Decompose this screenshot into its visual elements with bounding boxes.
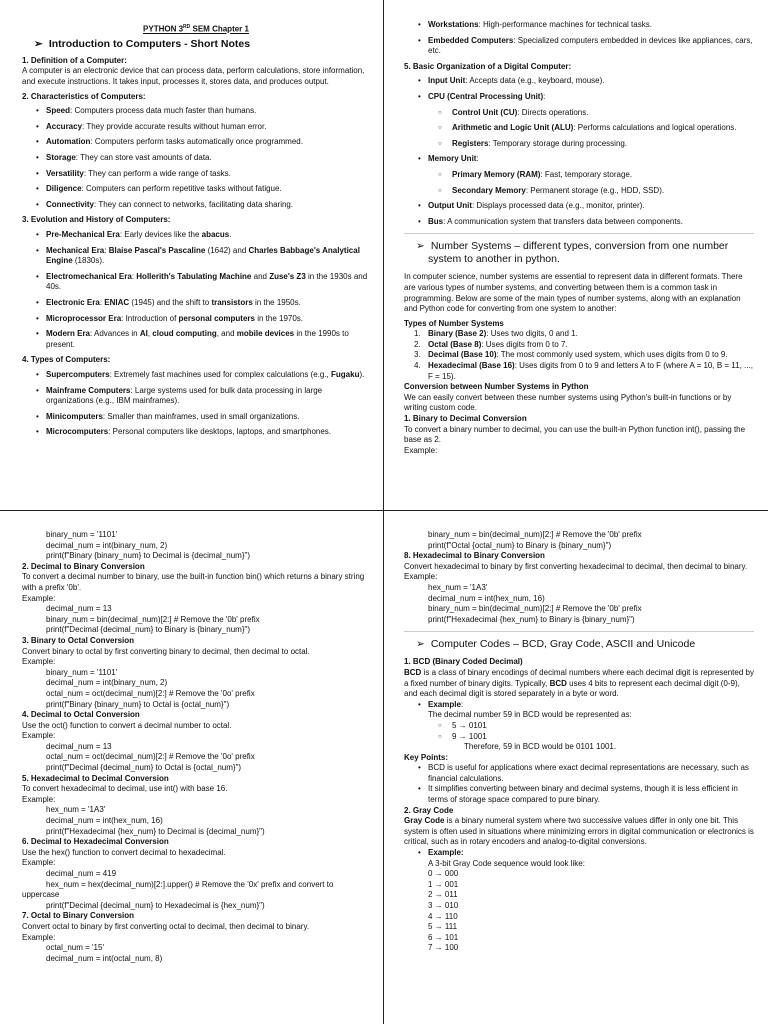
desc: : bbox=[99, 297, 105, 307]
code-line: print(f"Decimal {decimal_num} to Binary is {binary_num}") bbox=[46, 625, 250, 635]
d2o-heading: 4. Decimal to Octal Conversion bbox=[22, 710, 140, 720]
gray-code-line: 4 → 110 bbox=[428, 911, 458, 921]
code-line: binary_num = bin(decimal_num)[2:] # Remove the '0b' prefix bbox=[46, 614, 260, 624]
gray-code-line: 5 → 111 bbox=[428, 922, 458, 932]
code-line: decimal_num = 13 bbox=[46, 741, 112, 751]
list-item bbox=[22, 427, 370, 438]
numbered-item bbox=[404, 350, 754, 361]
desc: : bbox=[131, 271, 137, 281]
term: Minicomputers bbox=[46, 411, 103, 421]
s1-heading: 1. Definition of a Computer: bbox=[22, 55, 127, 65]
term: Mainframe Computers bbox=[46, 385, 131, 395]
code-line: print(f"Hexadecimal {hex_num} to Binary is {binary_num}") bbox=[428, 614, 635, 624]
desc: : Computers process data much faster than humans. bbox=[70, 106, 257, 116]
term: Workstations bbox=[428, 20, 479, 29]
computer-codes-heading bbox=[416, 638, 754, 651]
term: Versatility bbox=[46, 168, 84, 178]
list-item bbox=[22, 370, 370, 381]
conversion-text: We can easily convert between these number systems using Python's built-in functions or by writing custom code. bbox=[404, 392, 732, 413]
h2d-heading: 5. Hexadecimal to Decimal Conversion bbox=[22, 773, 169, 783]
term: CPU (Central Processing Unit) bbox=[428, 91, 544, 101]
code-line: binary_num = '1101' bbox=[46, 530, 118, 539]
list-item bbox=[22, 122, 370, 133]
term: Arithmetic and Logic Unit (ALU) bbox=[452, 123, 574, 133]
term: Decimal (Base 10) bbox=[428, 350, 497, 360]
title-text: PYTHON 3 bbox=[143, 24, 184, 34]
numbered-item bbox=[404, 329, 754, 340]
example-term: Example bbox=[428, 699, 461, 709]
desc-end: in the 1950s. bbox=[252, 297, 301, 307]
bold-term: Charles Babbage's Analytical Engine bbox=[46, 245, 360, 266]
page-title bbox=[22, 22, 370, 35]
code-line: decimal_num = int(binary_num, 2) bbox=[46, 678, 168, 688]
desc: : The most commonly used system, which uses digits from 0 to 9. bbox=[496, 350, 728, 360]
s3-heading: 3. Evolution and History of Computers: bbox=[22, 215, 171, 225]
desc: : They can connect to networks, facilitating data sharing. bbox=[94, 199, 294, 209]
list-item bbox=[404, 20, 754, 31]
desc: : Displays processed data (e.g., monitor, printer). bbox=[471, 201, 645, 211]
panel-bottom-left bbox=[22, 530, 372, 1016]
list-item bbox=[404, 848, 754, 859]
item-number: 1. bbox=[414, 329, 421, 339]
d2h-text: Use the hex() function to convert decimal to hexadecimal. bbox=[22, 847, 226, 857]
number-systems-heading-text: Number Systems – different types, conversion from one number system to another in python. bbox=[428, 240, 729, 266]
title-tail: SEM Chapter 1 bbox=[190, 24, 249, 34]
example-term: Example: bbox=[428, 848, 464, 858]
code-line: decimal_num = 419 bbox=[46, 869, 117, 878]
sub-list-item bbox=[404, 108, 754, 119]
list-item bbox=[404, 217, 754, 228]
term: Microcomputers bbox=[46, 427, 109, 437]
intro-heading-text: Introduction to Computers - Short Notes bbox=[48, 38, 251, 51]
bold-term: ENIAC bbox=[104, 297, 130, 307]
desc-end: ). bbox=[359, 369, 365, 379]
code-line: print(f"Octal {octal_num} to Binary is {binary_num}") bbox=[428, 540, 612, 550]
term: Electronic Era bbox=[46, 297, 100, 307]
bold-term: BCD bbox=[404, 667, 422, 677]
desc: : bbox=[104, 245, 109, 255]
term: Hexadecimal (Base 16) bbox=[428, 361, 515, 371]
section-separator bbox=[404, 631, 754, 632]
numbered-item bbox=[404, 340, 754, 351]
desc: : Introduction of bbox=[121, 313, 179, 323]
d2o-text: Use the oct() function to convert a decimal number to octal. bbox=[22, 720, 232, 730]
code-line: octal_num = oct(decimal_num)[2:] # Remove the '0o' prefix bbox=[46, 752, 255, 762]
code-line: hex_num = '1A3' bbox=[428, 582, 488, 592]
list-item bbox=[22, 329, 370, 350]
gray-heading: 2. Gray Code bbox=[404, 805, 454, 815]
desc: : Advances in bbox=[90, 329, 140, 339]
desc: : They can store vast amounts of data. bbox=[75, 153, 212, 162]
item-number: 4. bbox=[414, 361, 421, 371]
code-line: octal_num = oct(decimal_num)[2:] # Remove the '0o' prefix bbox=[46, 688, 255, 698]
desc: : Early devices like the bbox=[119, 229, 202, 239]
panel-top-right bbox=[404, 20, 754, 505]
list-item bbox=[404, 92, 754, 103]
s1-text: A computer is an electronic device that can process data, perform calculations, store information, and execute instructions. It takes input, processes it, stores data, and produces output. bbox=[22, 66, 365, 87]
list-item bbox=[404, 154, 754, 165]
code-line: binary_num = '1101' bbox=[46, 667, 118, 677]
bcd-result: Therefore, 59 in BCD would be 0101 1001. bbox=[464, 742, 617, 752]
bold-term: AI bbox=[139, 329, 148, 339]
list-item bbox=[22, 412, 370, 423]
list-item bbox=[22, 169, 370, 180]
gray-code-line: 2 → 011 bbox=[428, 890, 458, 900]
bcd-paragraph bbox=[404, 668, 754, 700]
b2d-heading: 1. Binary to Decimal Conversion bbox=[404, 414, 527, 424]
bold-term: abacus bbox=[201, 229, 230, 239]
code-line: hex_num = hex(decimal_num)[2:].upper() # Remove the '0x' prefix and convert to bbox=[46, 879, 334, 889]
list-item bbox=[22, 314, 370, 325]
code-line: decimal_num = int(hex_num, 16) bbox=[46, 816, 163, 826]
desc: : Extremely fast machines used for complex calculations (e.g., bbox=[109, 369, 332, 379]
desc-end: in the 1930s and 40s. bbox=[46, 271, 368, 292]
sub-list-item bbox=[404, 139, 754, 150]
key-points-heading: Key Points: bbox=[404, 752, 449, 762]
code-line: decimal_num = int(binary_num, 2) bbox=[46, 540, 168, 550]
desc: : Smaller than mainframes, used in small organizations. bbox=[102, 411, 300, 421]
o2b-heading: 7. Octal to Binary Conversion bbox=[22, 911, 135, 921]
term: Speed bbox=[46, 106, 71, 116]
desc: : Performs calculations and logical operations. bbox=[573, 123, 737, 133]
term: Registers bbox=[452, 138, 489, 148]
gray-paragraph bbox=[404, 816, 754, 848]
desc: is a binary numeral system where two successive values differ in only one bit. This system is often used in situations where minimizing errors in digital communication or electronics is critical, such as in rotary encoders and analog-to-digital conversions. bbox=[404, 816, 754, 847]
bold-term: Fugaku bbox=[331, 369, 360, 379]
term: Secondary Memory bbox=[452, 185, 526, 195]
desc-end: in the 1990s to present. bbox=[46, 329, 349, 349]
intro-heading bbox=[34, 39, 370, 50]
example-label: Example: bbox=[22, 657, 56, 667]
term: Accuracy bbox=[46, 121, 83, 131]
list-item bbox=[22, 137, 370, 148]
term: Control Unit (CU) bbox=[452, 107, 518, 117]
term: Storage bbox=[46, 153, 76, 162]
list-item bbox=[22, 106, 370, 117]
term: Mechanical Era bbox=[46, 245, 105, 255]
gray-example-text: A 3-bit Gray Code sequence would look like: bbox=[428, 858, 585, 868]
list-item bbox=[22, 246, 370, 267]
number-systems-heading bbox=[416, 240, 754, 266]
list-item bbox=[22, 184, 370, 195]
bcd-heading: 1. BCD (Binary Coded Decimal) bbox=[404, 657, 523, 667]
term: Primary Memory (RAM) bbox=[452, 169, 541, 179]
desc: : Uses digits from 0 to 9 and letters A to F (where A = 10, B = 11, ..., F = 15). bbox=[428, 361, 753, 381]
term: Bus bbox=[428, 216, 444, 226]
vertical-divider bbox=[383, 0, 384, 1024]
sub-list-item bbox=[404, 170, 754, 181]
bold-term: personal computers bbox=[178, 313, 255, 323]
desc: : Accepts data (e.g., keyboard, mouse). bbox=[465, 76, 605, 86]
code-line: print(f"Binary {binary_num} to Octal is {octal_num}") bbox=[46, 699, 230, 709]
bold-term: transistors bbox=[211, 297, 253, 307]
desc: : bbox=[460, 699, 464, 709]
types-heading: Types of Number Systems bbox=[404, 318, 504, 328]
h2b-text: Convert hexadecimal to binary by first converting hexadecimal to decimal, then decimal to binary. bbox=[404, 561, 748, 571]
item-number: 3. bbox=[414, 350, 421, 360]
item-number: 2. bbox=[414, 339, 421, 349]
term: Input Unit bbox=[428, 76, 466, 86]
example-label: Example: bbox=[404, 572, 438, 582]
d2b-heading: 2. Decimal to Binary Conversion bbox=[22, 561, 145, 571]
h2b-heading: 8. Hexadecimal to Binary Conversion bbox=[404, 551, 545, 561]
code-line: binary_num = bin(decimal_num)[2:] # Remove the '0b' prefix bbox=[428, 604, 642, 614]
code-line: decimal_num = 13 bbox=[46, 604, 112, 614]
d2h-heading: 6. Decimal to Hexadecimal Conversion bbox=[22, 837, 169, 847]
term: Memory Unit bbox=[428, 154, 477, 164]
desc-mid: and bbox=[251, 271, 270, 281]
list-item bbox=[22, 298, 370, 309]
desc: : Permanent storage (e.g., HDD, SSD). bbox=[525, 185, 665, 195]
desc-end: . bbox=[229, 229, 232, 239]
bold-term: Hollerith's Tabulating Machine bbox=[136, 271, 252, 281]
arrow-bullet-icon: ➢ bbox=[34, 38, 43, 51]
example-label: Example: bbox=[22, 731, 56, 741]
b2d-text: To convert a binary number to decimal, you can use the built-in Python function int(), passing the base as 2. bbox=[404, 424, 746, 445]
example-label: Example: bbox=[404, 445, 438, 455]
gray-code-line: 0 → 000 bbox=[428, 869, 459, 879]
list-item bbox=[22, 230, 370, 241]
list-item: • BCD is useful for applications where exact decimal representations are necessary, such as financial calculations. bbox=[404, 763, 754, 784]
panel-top-left bbox=[22, 20, 370, 505]
desc: : A communication system that transfers data between components. bbox=[443, 216, 683, 226]
gray-code-line: 1 → 001 bbox=[428, 879, 459, 889]
list-item bbox=[22, 153, 370, 164]
desc: : High-performance machines for technical tasks. bbox=[478, 20, 652, 29]
desc: : bbox=[543, 91, 546, 101]
desc: : Computers can perform repetitive tasks without fatigue. bbox=[81, 184, 282, 194]
sub-list-item bbox=[404, 123, 754, 134]
title-superscript: RD bbox=[183, 24, 191, 30]
desc: : They can perform a wide range of tasks. bbox=[83, 168, 231, 178]
code-line: decimal_num = int(octal_num, 8) bbox=[46, 953, 163, 963]
desc: : bbox=[476, 154, 479, 164]
s5-heading: 5. Basic Organization of a Digital Computer: bbox=[404, 61, 572, 71]
desc: : Uses two digits, 0 and 1. bbox=[486, 329, 578, 339]
term: Binary (Base 2) bbox=[428, 329, 487, 339]
desc: : Computers perform tasks automatically once programmed. bbox=[90, 137, 303, 147]
code-line: binary_num = bin(decimal_num)[2:] # Remove the '0b' prefix bbox=[428, 530, 642, 539]
desc-mid: , and bbox=[216, 329, 237, 339]
desc-mid: , bbox=[147, 329, 153, 339]
d2b-text: To convert a decimal number to binary, use the built-in function bin() which returns a binary string with a prefix '0b'. bbox=[22, 572, 365, 592]
term: Pre-Mechanical Era bbox=[46, 229, 120, 239]
bold-term: mobile devices bbox=[236, 329, 295, 339]
gray-code-line: 3 → 010 bbox=[428, 901, 459, 910]
o2b-text: Convert octal to binary by first converting octal to decimal, then decimal to binary. bbox=[22, 921, 310, 931]
term: Octal (Base 8) bbox=[428, 339, 482, 349]
h2d-text: To convert hexadecimal to decimal, use int() with base 16. bbox=[22, 784, 228, 794]
section-separator bbox=[404, 233, 754, 234]
desc: is a class of binary encodings of decimal numbers where each decimal digit is represented by a fixed number of binary digits. Typically, bbox=[404, 667, 754, 688]
term: Microprocessor Era bbox=[46, 313, 122, 323]
sub-list-item bbox=[404, 186, 754, 197]
desc: : Specialized computers embedded in devices like appliances, cars, etc. bbox=[428, 35, 753, 56]
term: Automation bbox=[46, 137, 91, 147]
desc: : Personal computers like desktops, laptops, and smartphones. bbox=[108, 427, 332, 437]
desc: : Large systems used for bulk data processing in large organizations (e.g., IBM mainframes). bbox=[46, 385, 323, 406]
bold-term: Gray Code bbox=[404, 816, 445, 826]
example-label: Example: bbox=[22, 932, 56, 942]
code-line: octal_num = '15' bbox=[46, 943, 104, 953]
s4-heading: 4. Types of Computers: bbox=[22, 355, 111, 365]
computer-codes-heading-text: Computer Codes – BCD, Gray Code, ASCII and Unicode bbox=[430, 638, 696, 651]
term: Embedded Computers bbox=[428, 35, 514, 45]
example-label: Example: bbox=[22, 858, 56, 868]
example-label: Example: bbox=[22, 794, 56, 804]
desc-end: (1830s). bbox=[72, 256, 105, 266]
code-line: print(f"Decimal {decimal_num} to Hexadecimal is {hex_num}") bbox=[46, 900, 265, 910]
example-label: Example: bbox=[22, 593, 56, 603]
code-line: print(f"Decimal {decimal_num} to Octal is {octal_num}") bbox=[46, 763, 242, 773]
numbered-item bbox=[404, 361, 754, 382]
list-item bbox=[22, 386, 370, 407]
desc: : Fast, temporary storage. bbox=[540, 169, 633, 179]
desc: : They provide accurate results without human error. bbox=[82, 121, 267, 131]
sub-list-item: ○ 5 → 0101 bbox=[404, 721, 754, 732]
arrow-bullet-icon: ➢ bbox=[416, 638, 425, 651]
panel-bottom-right bbox=[404, 530, 754, 1016]
desc: uses 4 bits to represent each decimal digit (0-9), and each decimal digit is stored separately in a byte or word. bbox=[404, 678, 740, 699]
sub-list-item: ○ 9 → 1001 bbox=[404, 732, 754, 743]
desc-end: in the 1970s. bbox=[254, 313, 304, 323]
gray-code-line: 7 → 100 bbox=[428, 943, 459, 953]
list-item bbox=[404, 700, 754, 711]
list-item bbox=[22, 272, 370, 293]
desc-mid: (1642) and bbox=[205, 245, 249, 255]
term: Diligence bbox=[46, 184, 82, 194]
code-line: decimal_num = int(hex_num, 16) bbox=[428, 593, 545, 603]
code-line: hex_num = '1A3' bbox=[46, 805, 106, 815]
bold-term: Blaise Pascal's Pascaline bbox=[108, 245, 206, 255]
list-item bbox=[404, 201, 754, 212]
desc-mid: (1945) and the shift to bbox=[129, 297, 212, 307]
term: Modern Era bbox=[46, 329, 91, 339]
b2o-heading: 3. Binary to Octal Conversion bbox=[22, 635, 135, 645]
term: Output Unit bbox=[428, 201, 472, 211]
term: Connectivity bbox=[46, 199, 95, 209]
b2o-text: Convert binary to octal by first converting binary to decimal, then decimal to octal. bbox=[22, 646, 310, 656]
list-item bbox=[404, 76, 754, 87]
arrow-bullet-icon: ➢ bbox=[416, 240, 425, 253]
term: Supercomputers bbox=[46, 369, 110, 379]
list-item: • It simplifies converting between binary and decimal systems, though it is less efficient in terms of storage space compared to pure binary. bbox=[404, 784, 754, 805]
gray-code-line: 6 → 101 bbox=[428, 932, 459, 942]
code-line-continuation: uppercase bbox=[22, 890, 60, 900]
desc: : Temporary storage during processing. bbox=[488, 138, 628, 148]
bold-term: cloud computing bbox=[152, 329, 217, 339]
code-line: print(f"Binary {binary_num} to Decimal is {decimal_num}") bbox=[46, 551, 250, 561]
conversion-heading: Conversion between Number Systems in Python bbox=[404, 382, 589, 392]
code-line: print(f"Hexadecimal {hex_num} to Decimal is {decimal_num}") bbox=[46, 826, 265, 836]
horizontal-divider bbox=[0, 510, 768, 511]
desc: : Directs operations. bbox=[517, 107, 589, 117]
bold-term: Zuse's Z3 bbox=[269, 271, 306, 281]
ns-intro: In computer science, number systems are essential to represent data in different formats. There are various types of number systems, and converting between them is a common task in programming. Below are some of the main types of number systems, along with an explanation and Python code for converting from one system to another: bbox=[404, 272, 743, 314]
term: Electromechanical Era bbox=[46, 271, 132, 281]
desc: : Uses digits from 0 to 7. bbox=[481, 339, 568, 349]
list-item bbox=[22, 200, 370, 211]
bcd-example-text: The decimal number 59 in BCD would be represented as: bbox=[428, 710, 632, 720]
list-item bbox=[404, 36, 754, 57]
bold-term: BCD bbox=[549, 678, 567, 688]
s2-heading: 2. Characteristics of Computers: bbox=[22, 91, 146, 101]
